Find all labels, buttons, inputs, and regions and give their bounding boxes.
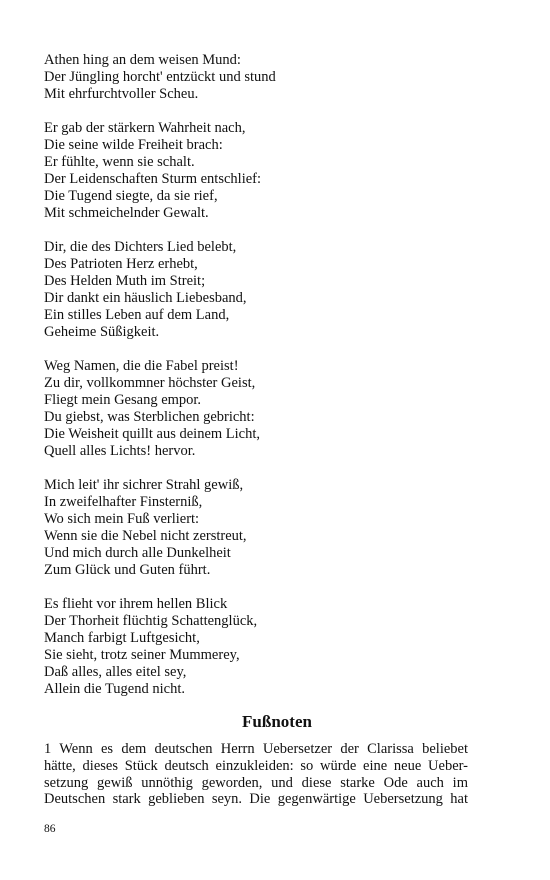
poem-line: Allein die Tugend nicht.: [44, 681, 185, 697]
poem-line: Des Helden Muth im Streit;: [44, 273, 206, 289]
footnotes-heading: Fußnoten: [242, 712, 312, 731]
poem-line: Weg Namen, die die Fabel preist!: [44, 358, 239, 374]
poem-line: Dir, die des Dichters Lied belebt,: [44, 239, 237, 255]
poem: [44, 52, 484, 715]
footnote-1: [44, 741, 468, 808]
poem-line: Zum Glück und Guten führt.: [44, 562, 211, 578]
poem-line: Zu dir, vollkommner höchster Geist,: [44, 375, 256, 391]
poem-line: Wo sich mein Fuß verliert:: [44, 511, 200, 527]
poem-line: Manch farbigt Luftgesicht,: [44, 630, 200, 646]
poem-line: Und mich durch alle Dunkelheit: [44, 545, 231, 561]
stanza: [44, 52, 484, 103]
poem-line: Mich leit' ihr sichrer Strahl gewiß,: [44, 477, 244, 493]
poem-line: Die Tugend siegte, da sie rief,: [44, 188, 218, 204]
stanza: [44, 596, 484, 698]
poem-line: Daß alles, alles eitel sey,: [44, 664, 187, 680]
poem-line: Ein stilles Leben auf dem Land,: [44, 307, 230, 323]
poem-line: Mit ehrfurchtvoller Scheu.: [44, 86, 199, 102]
poem-line: Du giebst, was Sterblichen gebricht:: [44, 409, 255, 425]
poem-line: Er gab der stärkern Wahrheit nach,: [44, 120, 246, 136]
poem-line: Er fühlte, wenn sie schalt.: [44, 154, 195, 170]
page-number: 86: [44, 823, 56, 835]
poem-line: Die Weisheit quillt aus deinem Licht,: [44, 426, 261, 442]
footnote-line: 1 Wenn es dem deutschen Herrn Uebersetzer der Clarissa beliebet: [44, 741, 468, 757]
poem-line: Der Thorheit flüchtig Schattenglück,: [44, 613, 258, 629]
poem-line: In zweifelhafter Finsterniß,: [44, 494, 203, 510]
stanza: [44, 358, 484, 460]
poem-line: Wenn sie die Nebel nicht zerstreut,: [44, 528, 247, 544]
poem-line: Der Leidenschaften Sturm entschlief:: [44, 171, 262, 187]
poem-line: Fliegt mein Gesang empor.: [44, 392, 202, 408]
footnote-line: hätte, dieses Stück deutsch einzukleiden: so würde eine neue Ueber-: [44, 757, 468, 774]
poem-line: Geheime Süßigkeit.: [44, 324, 160, 340]
poem-line: Mit schmeichelnder Gewalt.: [44, 205, 209, 221]
poem-line: Sie sieht, trotz seiner Mummerey,: [44, 647, 240, 663]
poem-line: Der Jüngling horcht' entzückt und stund: [44, 69, 276, 85]
stanza: [44, 239, 484, 341]
poem-line: Dir dankt ein häuslich Liebesband,: [44, 290, 247, 306]
poem-line: Die seine wilde Freiheit brach:: [44, 137, 223, 153]
footnote-line: setzung gewiß unnöthig geworden, und diese starke Ode auch im: [44, 774, 468, 791]
stanza: [44, 477, 484, 579]
poem-line: Es flieht vor ihrem hellen Blick: [44, 596, 228, 612]
stanza: [44, 120, 484, 222]
footnote-line: Deutschen stark geblieben seyn. Die gegenwärtige Uebersetzung hat: [44, 791, 468, 808]
poem-line: Des Patrioten Herz erhebt,: [44, 256, 198, 272]
poem-line: Quell alles Lichts! hervor.: [44, 443, 196, 459]
poem-line: Athen hing an dem weisen Mund:: [44, 52, 241, 68]
